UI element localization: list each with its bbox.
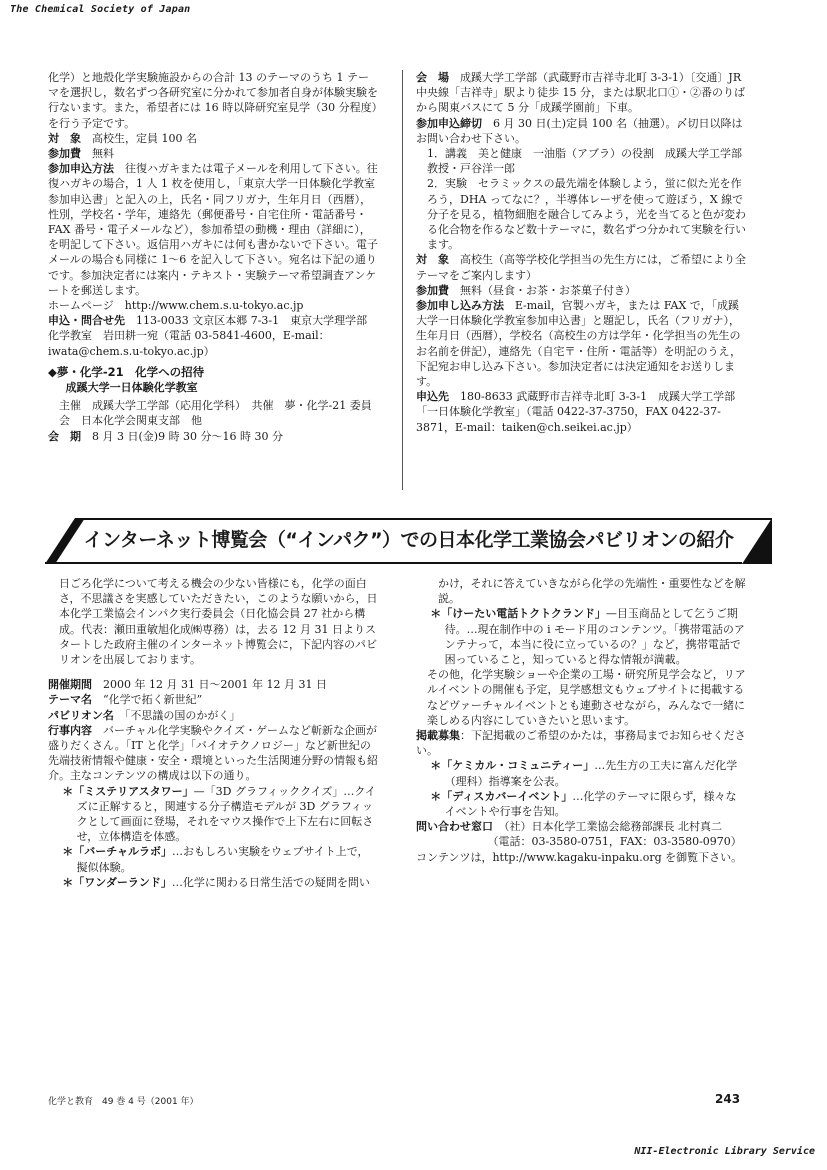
fee-row-right: 参加費 無料（昼食・お茶・お茶菓子付き） [416,283,636,297]
bullet-wonderland: ＊「ワンダーランド」…化学に関わる日常生活での疑問を問い [62,875,370,889]
bottom-left-column [48,576,378,890]
period-row: 会 期 8 月 3 日(金)9 時 30 分〜16 時 30 分 [48,429,284,443]
organizer-row: 主催 成蹊大学工学部（応用化学科） 共催 夢・化学-21 委員会 日本化学会関東支部 他 [59,399,372,428]
contact-row-right: 申込先 180-8633 武蔵野市吉祥寺北町 3-3-1 成蹊大学工学部「一日体験化学教室」（電話 0422-37-3750，FAX 0422-37-3871，E‐mail：taiken@ch.seikei.ac.jp） [416,390,736,434]
target-row: 対 象 高校生，定員 100 名 [48,131,197,145]
homepage-row: ホームページ http://www.chem.s.u-tokyo.ac.jp [48,299,304,313]
intro-text: 化学）と地殻化学実験施設からの合計 13 のテーマのうち 1 テーマを選択し，数名ずつ各研究室に分かれて参加者自身が体験実験を行ないます。また，希望者には 16 時以降研究室見学（30 分程度）を行う予定です。 [48,71,378,130]
inquiry-phone: （電話：03-3580-0751，FAX：03-3580-0970） [487,835,742,849]
program-item-1: 1．講義 美と健康 一油脂（アブラ）の役割 成蹊大学工学部教授・戸谷洋一郎 [427,147,742,176]
theme-row: テーマ名 “化学で拓く新世紀” [48,693,203,707]
society-header: The Chemical Society of Japan [10,4,191,15]
bullet-keitai: ＊「けーたい電話トクトクランド」—目玉商品として乞うご期待。…現在制作中の i モード用のコンテンツ。「携帯電話のアンテナって，本当に役に立っているの？」など，携帯電話で困っていること，知っていると得な情報が満載。 [430,607,745,667]
column-divider [402,70,403,490]
wonderland-continued: かけ，それに答えていきながら化学の先端性・重要性などを解説。 [438,577,746,606]
section2-title: ◆夢・化学-21 化学への招待 [48,364,205,379]
content-row: 行事内容 バーチャル化学実験やクイズ・ゲームなど斬新な企画が盛りだくさん。「IT と化学」「バイオテクノロジー」など新世紀の先端技術情報や健康・安全・環境といった生活関連分野の情報も紹介。主なコンテンツの構成は以下の通り。 [48,723,378,783]
bullet-discover-event: ＊「ディスカバーイベント」…化学のテーマに限らず，様々なイベントや行事を告知。 [430,789,737,819]
banner-title: インターネット博覧会（“インパク”）での日本化学工業協会パビリオンの紹介 [83,529,734,551]
bottom-right-column [416,576,746,865]
target-row-right: 対 象 高校生（高等学校化学担当の先生方には，ご希望により全テーマをご案内します） [416,253,746,282]
inquiry-row: 問い合わせ窓口 （社）日本化学工業協会総務部課長 北村真二 [416,820,722,834]
nii-footer: NII-Electronic Library Service [634,1146,815,1157]
page-number: 243 [715,1092,741,1106]
bullet-chemical-community: ＊「ケミカル・コミュニティー」…先生方の工夫に富んだ化学（理科）指導案を公表。 [430,759,738,788]
other-events-paragraph: その他，化学実験ショーや企業の工場・研究所見学会など，リアルイベントの開催も予定，見学感想文もウェブサイトに掲載するなどヴァーチャルイベントとも連動させながら，みんなで一緒に楽しめる内容にしていきたいと思います。 [427,668,746,727]
pavilion-row: パビリオン名 「不思議の国のかがく」 [48,708,241,722]
recruit-row: 掲載募集：下記掲載のご希望のかたは，事務局までお知らせください。 [416,729,746,758]
expo-period-row: 開催期間 2000 年 12 月 31 日〜2001 年 12 月 31 日 [48,678,327,692]
top-left-column [48,70,378,444]
top-right-column [416,70,746,435]
apply-method-row: 参加申込方法 往復ハガキまたは電子メールを利用して下さい。往復ハガキの場合，1 人 1 枚を使用し，「東京大学一日体験化学教室参加申込書」と記入の上，氏名・同フリガナ，生年月日（西暦），性別，学校名・学年，連絡先（郵便番号・自宅住所・電話番号・FAX 番号・電子メールなど），参加希望の動機・理由（詳細に），を明記して下さい。返信用ハガキには何も書かないで下さい。電子メールの場合も同様に 1〜6 を記入して下さい。宛名は下記の通りです。参加決定者には案内・テキスト・実験テーマ希望調査アンケートを郵送します。 [48,162,378,297]
deadline-row: 参加申込締切 6 月 30 日(土)定員 100 名（抽選）。〆切日以降はお問い合わせ下さい。 [416,116,743,145]
article-intro: 日ごろ化学について考える機会の少ない皆様にも，化学の面白さ，不思議さを実感していただきたい，このような願いから，日本化学工業協会インパク実行委員会（日化協会員 27 社から構成。代表：瀬田重敏旭化成㈱専務）は，去る 12 月 31 日よりスタートした政府主催のインターネット博覧会に，下記内容のパビリオンを出展しております。 [59,577,378,667]
contact-row: 申込・問合せ先 113-0033 文京区本郷 7-3-1 東京大学理学部化学教室 岩田耕一宛（電話 03-5841-4600，E‐mail：iwata@chem.s.u-tokyo.ac.jp） [48,314,368,358]
article-banner [45,518,772,564]
bullet-virtual-lab: ＊「バーチャルラボ」…おもしろい実験をウェブサイト上で，擬似体験。 [62,845,369,874]
closing-text: コンテンツは，http://www.kagaku-inpaku.org を御覧下さい。 [416,850,743,864]
fee-row: 参加費 無料 [48,147,114,161]
apply-method-row-right: 参加申し込み方法 E‐mail，官製ハガキ，または FAX で，「成蹊大学一日体験化学教室参加申込書」と題記し，氏名（フリガナ），生年月日（西暦），学校名（高校生の方は学年・化学担当の先生のお名前を併記），連絡先（自宅〒・住所・電話等）を明記のうえ，下記宛お申し込み下さい。参加決定者には決定通知をお送りします。 [416,299,742,389]
bullet-mysterious-tower: ＊「ミステリアスタワー」—「3D グラフィッククイズ」…クイズに正解すると，関連する分子構造モデルが 3D グラフィックとして画面に登場，それをマウス操作で上下左右に回転させ，立体構造を体感。 [62,784,376,844]
venue-row: 会 場 成蹊大学工学部（武蔵野市吉祥寺北町 3-3-1）〔交通〕JR 中央線「吉祥寺」駅より徒歩 15 分，または駅北口①・②番のりばから関東バスにて 5 分「成蹊学園前」下車。 [416,71,745,115]
program-item-2: 2．実験 セラミックスの最先端を体験しよう，蛍に似た光を作ろう，DHA ってなに？，半導体レーザを使って遊ぼう，X 線で分子を見る，植物細胞を融合してみよう，光を当てると色が変わる化合物を作るなど数十テーマに，数名ずつ分かれて実験を行います。 [427,177,746,252]
section2-subtitle: 成蹊大学一日体験化学教室 [65,381,198,395]
journal-footer: 化学と教育 49 巻 4 号（2001 年） [48,1097,199,1107]
